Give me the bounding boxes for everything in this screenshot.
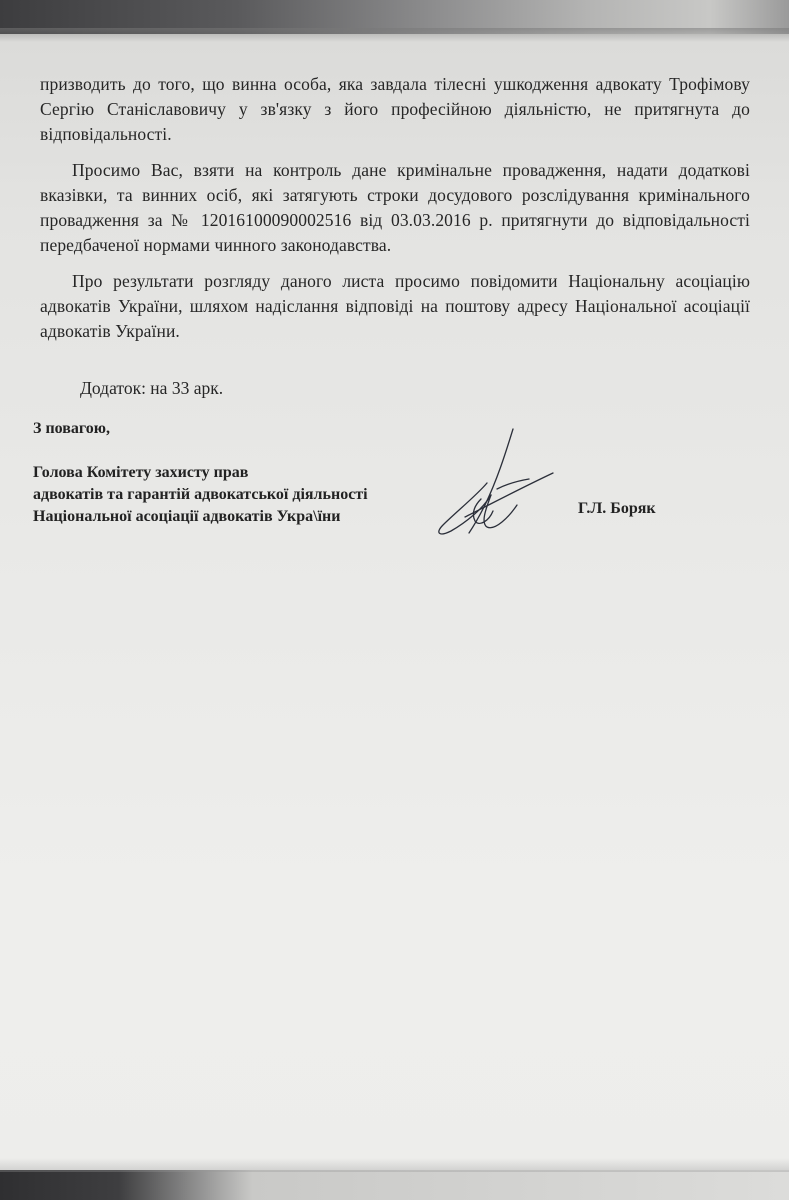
paragraph-continuation: призводить до того, що винна особа, яка завдала тілесні ушкодження адвокату Трофімову Сергію Станіславовичу у зв'язку з його професійною діяльністю, не притягнута до відповідальності. (40, 74, 750, 144)
signatory-title (33, 462, 368, 528)
annex-note: Додаток: на 33 арк. (80, 378, 224, 398)
closing-regards: З повагою, (33, 420, 110, 437)
paragraph-request: Просимо Вас, взяти на контроль дане кримінальне провадження, надати додаткові вказівки, та винних осіб, які затягують строки досудового розслідування кримінального провадження за № 12016100090002516 від 03.03.2016 р. притягнути до відповідальності передбаченої нормами чинного законодавства. (40, 160, 750, 255)
handwritten-signature (425, 425, 565, 545)
scan-bottom-edge (0, 1170, 789, 1200)
signatory-title-line-2: адвокатів та гарантій адвокатської діяльності (33, 486, 368, 503)
paragraph-response-request: Про результати розгляду даного листа просимо повідомити Національну асоціацію адвокатів України, шляхом надіслання відповіді на поштову адресу Національної асоціації адвокатів України. (40, 271, 750, 341)
signatory-title-line-3: Національної асоціації адвокатів Укра\їни (33, 508, 341, 525)
scan-top-edge (0, 0, 789, 34)
letter-body (40, 72, 750, 355)
signatory-name: Г.Л. Боряк (578, 500, 656, 517)
signatory-title-line-1: Голова Комітету захисту прав (33, 464, 249, 481)
